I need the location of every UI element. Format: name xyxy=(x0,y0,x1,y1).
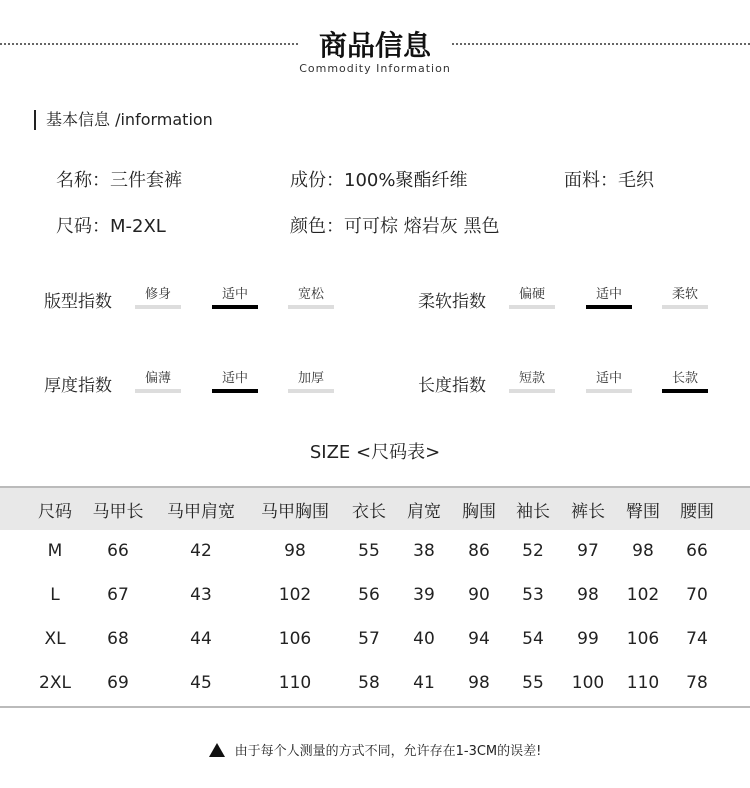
table-cell: 2XL xyxy=(39,673,71,693)
index-bar xyxy=(288,389,334,393)
table-cell: 110 xyxy=(278,673,312,693)
table-cell: 54 xyxy=(522,629,544,649)
table-cell: 106 xyxy=(278,629,312,649)
table-header-cell: 胸围 xyxy=(462,502,496,522)
index-option: 修身 xyxy=(144,287,171,302)
table-cell: XL xyxy=(44,629,66,649)
size-table-title: SIZE <尺码表> xyxy=(309,442,441,463)
table-cell: 57 xyxy=(358,629,380,649)
warning-icon xyxy=(209,743,225,757)
table-header-cell: 肩宽 xyxy=(407,502,441,522)
table-header-cell: 衣长 xyxy=(352,502,386,522)
table-cell: 53 xyxy=(522,585,544,605)
index-option: 宽松 xyxy=(297,287,324,302)
measurement-note xyxy=(0,740,750,759)
info-color: 颜色：可可棕 熔岩灰 黑色 xyxy=(290,216,500,237)
table-cell: 98 xyxy=(632,541,654,561)
index-bar xyxy=(662,305,708,309)
table-cell: 110 xyxy=(626,673,660,693)
table-cell: 39 xyxy=(413,585,435,605)
index-option: 适中 xyxy=(595,371,622,386)
index-option: 短款 xyxy=(518,371,545,386)
table-header-cell: 袖长 xyxy=(516,502,550,522)
index-option: 长款 xyxy=(671,371,698,386)
table-cell: 58 xyxy=(358,673,380,693)
index-bar-selected xyxy=(212,389,258,393)
table-header-cell: 马甲胸围 xyxy=(261,502,329,522)
index-option: 适中 xyxy=(595,287,622,302)
index-bar xyxy=(135,305,181,309)
table-cell: 44 xyxy=(190,629,212,649)
table-cell: 55 xyxy=(522,673,544,693)
index-bar xyxy=(135,389,181,393)
index-label: 长度指数 xyxy=(418,376,486,396)
note-text: 由于每个人测量的方式不同，允许存在1-3CM的误差! xyxy=(234,744,542,759)
table-cell: 98 xyxy=(284,541,306,561)
index-option: 适中 xyxy=(221,371,248,386)
table-cell: M xyxy=(47,541,63,561)
index-option: 加厚 xyxy=(297,371,324,386)
index-bar xyxy=(509,305,555,309)
index-bar-selected xyxy=(586,305,632,309)
table-cell: 100 xyxy=(571,673,605,693)
table-cell: 78 xyxy=(686,673,708,693)
table-cell: 69 xyxy=(107,673,129,693)
table-header-cell: 腰围 xyxy=(680,502,714,522)
table-header-cell: 马甲长 xyxy=(92,502,144,522)
index-bar-selected xyxy=(662,389,708,393)
table-cell: 86 xyxy=(468,541,490,561)
table-cell: 40 xyxy=(413,629,435,649)
table-header-cell: 马甲肩宽 xyxy=(167,502,235,522)
table-cell: 98 xyxy=(468,673,490,693)
index-label: 柔软指数 xyxy=(418,292,486,312)
table-header-cell: 裤长 xyxy=(571,502,605,522)
table-cell: 43 xyxy=(190,585,212,605)
page-title: 商品信息 xyxy=(318,29,431,62)
table-cell: 45 xyxy=(190,673,212,693)
index-label: 厚度指数 xyxy=(44,376,112,396)
index-bar-selected xyxy=(212,305,258,309)
table-cell: 41 xyxy=(413,673,435,693)
table-header-cell: 臀围 xyxy=(626,502,660,522)
page-subtitle: Commodity Information xyxy=(299,62,451,75)
table-cell: 98 xyxy=(577,585,599,605)
table-cell: 102 xyxy=(626,585,660,605)
info-fabric: 面料：毛织 xyxy=(564,170,654,191)
table-cell: 106 xyxy=(626,629,660,649)
index-bar xyxy=(288,305,334,309)
table-cell: 38 xyxy=(413,541,435,561)
table-header-cell: 尺码 xyxy=(38,502,72,522)
table-cell: 66 xyxy=(107,541,129,561)
table-cell: 97 xyxy=(577,541,599,561)
table-cell: L xyxy=(50,585,60,605)
index-option: 偏薄 xyxy=(144,371,171,386)
index-option: 偏硬 xyxy=(518,287,545,302)
table-cell: 99 xyxy=(577,629,599,649)
table-cell: 68 xyxy=(107,629,129,649)
index-option: 柔软 xyxy=(671,287,698,302)
info-size: 尺码：M-2XL xyxy=(56,216,166,237)
table-cell: 94 xyxy=(468,629,490,649)
info-composition: 成份：100%聚酯纤维 xyxy=(290,170,468,191)
index-bar xyxy=(586,389,632,393)
section-heading: 基本信息 /information xyxy=(34,110,213,130)
size-table-bottom-border xyxy=(0,706,750,708)
table-cell: 52 xyxy=(522,541,544,561)
table-cell: 102 xyxy=(278,585,312,605)
table-cell: 66 xyxy=(686,541,708,561)
table-cell: 90 xyxy=(468,585,490,605)
index-bar xyxy=(509,389,555,393)
index-label: 版型指数 xyxy=(44,292,112,312)
table-cell: 56 xyxy=(358,585,380,605)
table-cell: 70 xyxy=(686,585,708,605)
info-name: 名称：三件套裤 xyxy=(56,170,182,191)
table-cell: 74 xyxy=(686,629,708,649)
table-cell: 67 xyxy=(107,585,129,605)
table-cell: 42 xyxy=(190,541,212,561)
index-option: 适中 xyxy=(221,287,248,302)
table-cell: 55 xyxy=(358,541,380,561)
